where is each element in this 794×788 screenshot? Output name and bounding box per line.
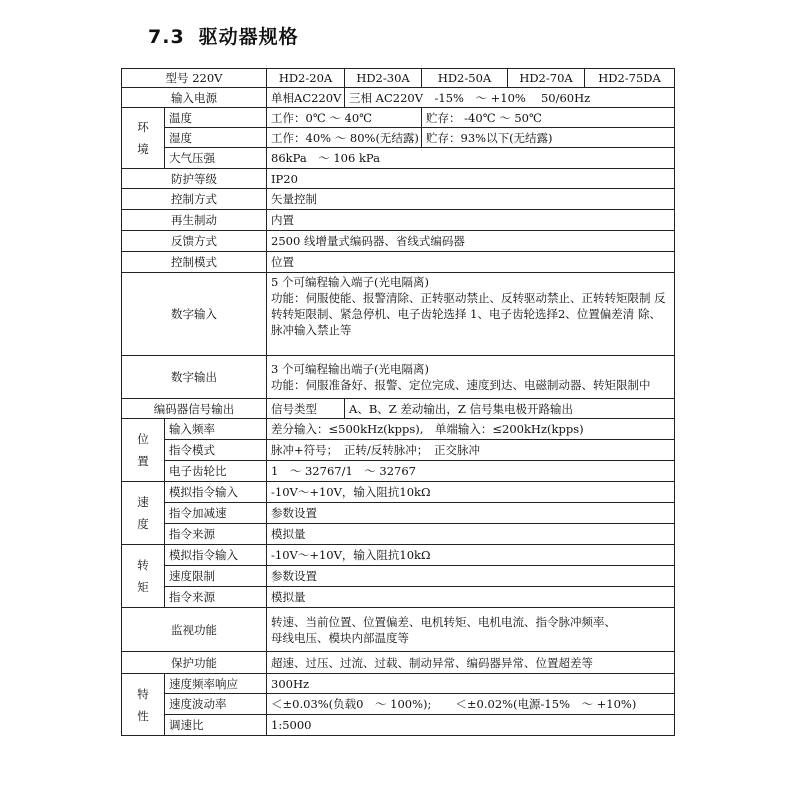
row-label: 速度频率响应	[165, 674, 267, 694]
digital-input-value: 5 个可编程输入端子(光电隔离) 功能：伺服使能、报警清除、正转驱动禁止、反转驱动禁止、正转转矩限制 反 转转矩限制、紧急停机、电子齿轮选择 1、电子齿轮选择2、位置偏差清 除、 脉冲输入禁止等	[267, 273, 675, 356]
table-row	[122, 356, 675, 399]
section-number: 7.3	[148, 26, 185, 48]
row-value: 超速、过压、过流、过载、制动异常、编码器异常、位置超差等	[267, 652, 675, 674]
table-row	[122, 503, 675, 524]
group-label-speed: 速 度	[122, 482, 165, 545]
model-hd2-30a: HD2-30A	[345, 69, 422, 88]
header-row	[122, 69, 675, 88]
table-row	[122, 108, 675, 128]
section-title: 驱动器规格	[198, 26, 299, 48]
table-row	[122, 440, 675, 461]
row-label: 电子齿轮比	[165, 461, 267, 482]
row-value: 脉冲+符号； 正转/反转脉冲； 正交脉冲	[267, 440, 675, 461]
table-row	[122, 587, 675, 608]
row-label: 监视功能	[122, 608, 267, 652]
row-value: 300Hz	[267, 674, 675, 694]
table-row	[122, 189, 675, 210]
table-row	[122, 461, 675, 482]
table-row	[122, 88, 675, 108]
table-row	[122, 399, 675, 419]
row-label: 指令加减速	[165, 503, 267, 524]
row-value: -10V～+10V，输入阻抗10kΩ	[267, 545, 675, 566]
row-value: 2500 线增量式编码器、省线式编码器	[267, 231, 675, 252]
table-row	[122, 674, 675, 694]
row-label: 速度波动率	[165, 694, 267, 715]
row-label: 控制方式	[122, 189, 267, 210]
table-row	[122, 169, 675, 189]
row-value: 1 ～ 32767/1 ～ 32767	[267, 461, 675, 482]
power-single-phase: 单相AC220V	[267, 88, 345, 108]
table-row	[122, 419, 675, 440]
group-label-characteristics: 特 性	[122, 674, 165, 736]
row-label: 指令来源	[165, 524, 267, 545]
table-row	[122, 210, 675, 231]
row-label: 防护等级	[122, 169, 267, 189]
table-row	[122, 231, 675, 252]
row-label: 输入电源	[122, 88, 267, 108]
pressure-value: 86kPa ～ 106 kPa	[267, 148, 675, 169]
row-value: 内置	[267, 210, 675, 231]
row-label: 指令模式	[165, 440, 267, 461]
row-label: 输入频率	[165, 419, 267, 440]
row-value: IP20	[267, 169, 675, 189]
table-row	[122, 252, 675, 273]
table-row	[122, 566, 675, 587]
row-label: 模拟指令输入	[165, 482, 267, 503]
row-label: 编码器信号输出	[122, 399, 267, 419]
model-label: 型号 220V	[122, 69, 267, 88]
group-label-environment: 环 境	[122, 108, 165, 169]
humidity-work: 工作：40% ～ 80%(无结露)	[267, 128, 422, 148]
row-label: 反馈方式	[122, 231, 267, 252]
model-hd2-20a: HD2-20A	[267, 69, 345, 88]
row-value: 1:5000	[267, 715, 675, 736]
group-label-torque: 转 矩	[122, 545, 165, 608]
table-row	[122, 524, 675, 545]
ripple-value: ＜±0.03%(负载0 ～ 100%); ＜±0.02%(电源-15% ～ +10%)	[267, 694, 675, 715]
temp-work: 工作：0℃ ～ 40℃	[267, 108, 422, 128]
encoder-signal-type: 信号类型	[267, 399, 345, 419]
row-label: 调速比	[165, 715, 267, 736]
table-row	[122, 273, 675, 356]
row-value: 位置	[267, 252, 675, 273]
spec-table	[121, 68, 675, 736]
model-hd2-70a: HD2-70A	[508, 69, 585, 88]
row-value: 矢量控制	[267, 189, 675, 210]
row-label: 保护功能	[122, 652, 267, 674]
row-label: 温度	[165, 108, 267, 128]
encoder-signal-value: A、B、Z 差动输出，Z 信号集电极开路输出	[345, 399, 675, 419]
table-row	[122, 608, 675, 652]
power-three-phase: 三相 AC220V -15% ～ +10% 50/60Hz	[345, 88, 675, 108]
model-hd2-75da: HD2-75DA	[585, 69, 675, 88]
row-label: 大气压强	[165, 148, 267, 169]
model-hd2-50a: HD2-50A	[422, 69, 508, 88]
table-row	[122, 148, 675, 169]
row-label: 再生制动	[122, 210, 267, 231]
row-value: 模拟量	[267, 524, 675, 545]
digital-output-value: 3 个可编程输出端子(光电隔离) 功能：伺服准备好、报警、定位完成、速度到达、电磁制动器、转矩限制中	[267, 356, 675, 399]
section-heading	[148, 22, 299, 49]
group-label-position: 位 置	[122, 419, 165, 482]
row-label: 湿度	[165, 128, 267, 148]
row-value: 差分输入：≤500kHz(kpps), 单端输入：≤200kHz(kpps)	[267, 419, 675, 440]
row-value: 参数设置	[267, 566, 675, 587]
row-label: 数字输入	[122, 273, 267, 356]
row-label: 速度限制	[165, 566, 267, 587]
row-value: 参数设置	[267, 503, 675, 524]
table-row	[122, 694, 675, 715]
table-row	[122, 128, 675, 148]
temp-store: 贮存： -40℃ ～ 50℃	[422, 108, 675, 128]
monitor-value: 转速、当前位置、位置偏差、电机转矩、电机电流、指令脉冲频率、 母线电压、模块内部温度等	[267, 608, 675, 652]
row-label: 模拟指令输入	[165, 545, 267, 566]
table-row	[122, 715, 675, 736]
row-label: 数字输出	[122, 356, 267, 399]
row-value: 模拟量	[267, 587, 675, 608]
table-row	[122, 652, 675, 674]
row-label: 控制模式	[122, 252, 267, 273]
humidity-store: 贮存：93%以下(无结露)	[422, 128, 675, 148]
row-value: -10V～+10V，输入阻抗10kΩ	[267, 482, 675, 503]
row-label: 指令来源	[165, 587, 267, 608]
table-row	[122, 482, 675, 503]
table-row	[122, 545, 675, 566]
